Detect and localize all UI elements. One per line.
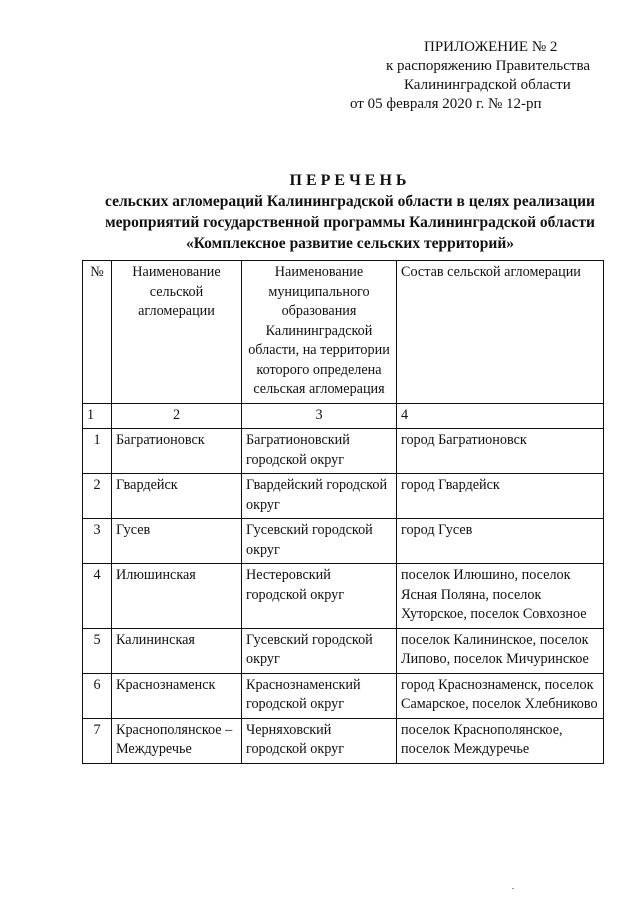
row-number: 4 (83, 564, 112, 629)
row-number: 7 (83, 718, 112, 763)
agglomeration-composition: город Багратионовск (397, 429, 604, 474)
row-number: 5 (83, 628, 112, 673)
document-title (60, 170, 640, 254)
title-line-2: мероприятий государственной программы Калининградской области (105, 214, 595, 231)
column-number: 3 (242, 403, 397, 429)
municipality-name: Гусевский городской округ (242, 628, 397, 673)
table-row (83, 564, 604, 629)
table-row (83, 628, 604, 673)
agglomeration-composition: город Гусев (397, 519, 604, 564)
agglomeration-name: Гусев (112, 519, 242, 564)
header-agglomeration-name: Наименование сельской агломерации (112, 261, 242, 404)
agglomeration-name: Гвардейск (112, 474, 242, 519)
table-row (83, 673, 604, 718)
scan-speck (512, 888, 514, 889)
column-number: 2 (112, 403, 242, 429)
appendix-label: ПРИЛОЖЕНИЕ № 2 (424, 39, 558, 55)
header-number: № (83, 261, 112, 404)
column-number: 4 (397, 403, 604, 429)
municipality-name: Гусевский городской округ (242, 519, 397, 564)
table-row (83, 718, 604, 763)
municipality-name: Черняховский городской округ (242, 718, 397, 763)
agglomeration-composition: город Краснознаменск, поселок Самарское, поселок Хлебниково (397, 673, 604, 718)
agglomeration-name: Багратионовск (112, 429, 242, 474)
municipality-name: Гвардейский городской округ (242, 474, 397, 519)
row-number: 2 (83, 474, 112, 519)
municipality-name: Краснознаменский городской округ (242, 673, 397, 718)
title-line-1: сельских агломераций Калининградской области в целях реализации (105, 193, 595, 210)
agglomeration-name: Илюшинская (112, 564, 242, 629)
agglomeration-name: Краснополянское – Междуречье (112, 718, 242, 763)
agglomeration-composition: поселок Краснополянское, поселок Междуречье (397, 718, 604, 763)
column-number-row (83, 403, 604, 429)
agglomeration-composition: поселок Калининское, поселок Липово, поселок Мичуринское (397, 628, 604, 673)
agglomeration-composition: поселок Илюшино, поселок Ясная Поляна, поселок Хуторское, поселок Совхозное (397, 564, 604, 629)
column-number: 1 (83, 403, 112, 429)
table-row (83, 519, 604, 564)
municipality-name: Багратионовский городской округ (242, 429, 397, 474)
table-header-row (83, 261, 604, 404)
agglomeration-name: Краснознаменск (112, 673, 242, 718)
title-line-3: «Комплексное развитие сельских территорий» (185, 235, 515, 252)
table-row (83, 429, 604, 474)
document-header (330, 38, 630, 114)
header-composition: Состав сельской агломерации (397, 261, 604, 404)
row-number: 6 (83, 673, 112, 718)
order-reference: к распоряжению Правительства (386, 58, 591, 74)
header-municipality: Наименование муниципального образования Калининградской области, на территории которого определена сельская агломерация (242, 261, 397, 404)
agglomeration-name: Калининская (112, 628, 242, 673)
municipality-name: Нестеровский городской округ (242, 564, 397, 629)
agglomerations-table (82, 260, 604, 764)
row-number: 3 (83, 519, 112, 564)
order-date-number: от 05 февраля 2020 г. № 12-рп (350, 96, 542, 112)
agglomeration-composition: город Гвардейск (397, 474, 604, 519)
title-main: ПЕРЕЧЕНЬ (289, 172, 411, 189)
table-row (83, 474, 604, 519)
region-name: Калининградской области (404, 77, 571, 93)
row-number: 1 (83, 429, 112, 474)
